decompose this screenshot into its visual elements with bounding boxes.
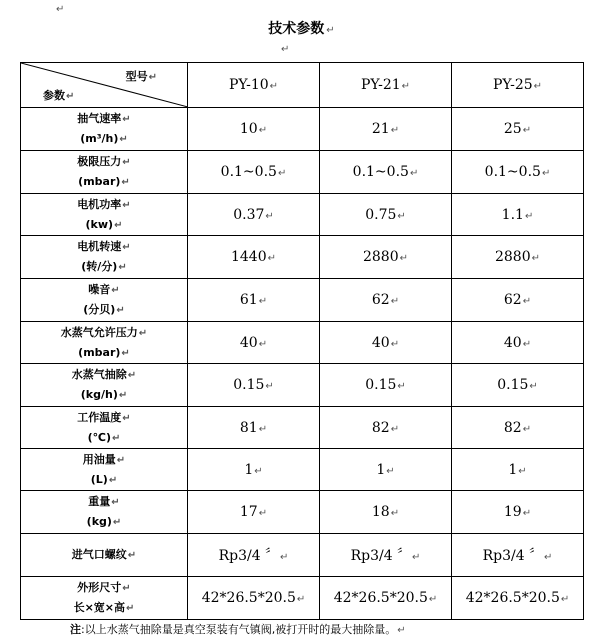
parameter-name: 进气口螺纹 — [71, 548, 127, 561]
paragraph-mark: ↵ — [541, 168, 551, 179]
parameter-name: 水蒸气允许压力 — [60, 325, 138, 339]
parameter-label-cell — [21, 364, 188, 407]
paragraph-mark: ↵ — [108, 474, 118, 486]
paragraph-mark: ↵ — [254, 465, 263, 477]
value-text: 1440 — [230, 249, 267, 265]
parameter-name: 电机功率 — [77, 197, 122, 211]
table-row — [21, 491, 584, 534]
paragraph-mark: ↵ — [397, 625, 406, 636]
value-cell — [188, 449, 320, 491]
paragraph-mark: ↵ — [529, 381, 538, 392]
table-row — [21, 449, 584, 491]
value-cell — [320, 322, 452, 364]
paragraph-mark: ↵ — [127, 550, 137, 561]
value-cell — [452, 279, 584, 322]
paragraph-mark: ↵ — [116, 454, 126, 466]
paragraph-mark: ↵ — [121, 177, 130, 188]
value-cell — [188, 577, 320, 620]
parameter-unit: (m³/h) — [80, 132, 119, 145]
paragraph-mark: ↵ — [518, 465, 527, 477]
paragraph-mark: ↵ — [122, 242, 131, 253]
paragraph-mark: ↵ — [281, 44, 290, 55]
parameter-unit: (转/分) — [81, 260, 118, 273]
value-text: 62 — [371, 292, 390, 308]
value-cell — [452, 108, 584, 151]
diag-top-label: 型号↵ — [125, 70, 157, 83]
paragraph-mark: ↵ — [397, 381, 406, 392]
paragraph-mark: ↵ — [258, 125, 268, 136]
value-text: 82 — [371, 419, 390, 436]
paragraph-mark: ↵ — [399, 253, 409, 264]
paragraph-mark: ↵ — [390, 423, 400, 435]
paragraph-mark: ↵ — [122, 199, 131, 211]
table-row — [21, 236, 584, 279]
model-header-cell: PY-25↵ — [452, 63, 584, 108]
value-text: 2880 — [494, 249, 531, 265]
value-text: 40 — [503, 334, 522, 351]
value-cell — [452, 449, 584, 491]
paragraph-mark: ↵ — [111, 497, 120, 508]
value-text: 0.75 — [365, 206, 397, 223]
paragraph-mark: ↵ — [122, 583, 131, 594]
paragraph-mark: ↵ — [560, 594, 570, 605]
value-cell — [188, 279, 320, 322]
paragraph-mark: ↵ — [265, 381, 274, 392]
paragraph-mark: ↵ — [267, 253, 277, 264]
value-cell — [320, 407, 452, 449]
parameter-name: 外形尺寸 — [77, 581, 122, 594]
note-text: :以上水蒸气抽除量是真空泵装有气镇阀,被打开时的最大抽除量。 — [81, 623, 397, 636]
value-cell — [188, 322, 320, 364]
model-header-cell: PY-21↵ — [320, 63, 452, 108]
paragraph-mark: ↵ — [326, 25, 335, 36]
value-cell — [452, 236, 584, 279]
parameter-unit: (kw) — [85, 217, 114, 231]
paragraph-mark: ↵ — [296, 594, 306, 605]
value-text: 61 — [239, 292, 258, 308]
paragraph-mark: ↵ — [118, 390, 128, 401]
paragraph-mark: ↵ — [522, 338, 532, 350]
paragraph-mark: ↵ — [524, 210, 534, 222]
value-text: 82 — [503, 419, 522, 436]
value-cell — [452, 577, 584, 620]
footnote — [70, 621, 406, 637]
value-text: Rp3/4 〞 — [350, 548, 412, 564]
value-text: 40 — [371, 334, 390, 351]
table-row — [21, 194, 584, 236]
parameter-label-cell — [21, 194, 188, 236]
value-text: 10 — [239, 121, 258, 137]
parameter-unit: (L) — [90, 472, 108, 486]
parameter-name: 用油量 — [82, 452, 116, 466]
value-cell — [188, 491, 320, 534]
value-text: 0.1~0.5 — [484, 164, 541, 180]
paragraph-mark: ↵ — [258, 508, 268, 519]
paragraph-mark: ↵ — [116, 305, 125, 316]
paragraph-mark: ↵ — [428, 594, 438, 605]
parameter-name: 抽气速率 — [77, 112, 122, 125]
paragraph-mark: ↵ — [522, 296, 532, 307]
paragraph-mark: ↵ — [122, 157, 131, 168]
note-prefix: 注 — [70, 623, 81, 636]
value-cell — [320, 236, 452, 279]
value-cell — [188, 364, 320, 407]
value-cell — [320, 151, 452, 194]
value-text: 42*26.5*20.5 — [465, 590, 560, 606]
paragraph-mark: ↵ — [111, 432, 121, 444]
parameter-unit: (kg/h) — [80, 388, 118, 401]
parameter-unit: (分贝) — [83, 303, 116, 316]
paragraph-mark: ↵ — [390, 508, 400, 519]
paragraph-mark: ↵ — [138, 327, 148, 339]
parameter-label-cell — [21, 151, 188, 194]
table-row — [21, 577, 584, 620]
value-text: 0.15 — [365, 377, 397, 393]
paragraph-mark: ↵ — [127, 370, 137, 381]
value-cell — [320, 577, 452, 620]
diagonal-header-cell — [21, 63, 188, 108]
paragraph-mark: ↵ — [412, 552, 421, 563]
value-cell — [320, 108, 452, 151]
value-cell — [452, 491, 584, 534]
value-text: 2880 — [362, 249, 399, 265]
value-cell — [188, 151, 320, 194]
parameter-unit: (℃) — [87, 430, 111, 444]
spec-table — [20, 62, 584, 620]
paragraph-mark: ↵ — [111, 285, 120, 296]
parameter-label-cell — [21, 491, 188, 534]
value-cell — [452, 534, 584, 577]
table-row — [21, 364, 584, 407]
value-text: 18 — [371, 504, 390, 520]
value-text: 81 — [239, 419, 258, 436]
value-cell — [452, 194, 584, 236]
paragraph-mark: ↵ — [121, 347, 130, 359]
paragraph-mark: ↵ — [397, 210, 406, 222]
paragraph-mark: ↵ — [265, 210, 274, 222]
paragraph-mark: ↵ — [258, 338, 268, 350]
paragraph-mark: ↵ — [544, 552, 553, 563]
paragraph-mark: ↵ — [390, 338, 400, 350]
value-text: 42*26.5*20.5 — [201, 590, 296, 606]
value-cell — [452, 364, 584, 407]
value-text: 1 — [508, 461, 518, 478]
parameter-name: 噪音 — [88, 283, 111, 296]
parameter-label-cell — [21, 108, 188, 151]
value-text: 0.1~0.5 — [352, 164, 409, 180]
parameter-label-cell — [21, 577, 188, 620]
table-row — [21, 151, 584, 194]
parameter-unit: (mbar) — [78, 345, 121, 359]
value-text: 62 — [503, 292, 522, 308]
title-text: 技术参数 — [268, 21, 325, 37]
value-text: 1.1 — [501, 206, 524, 223]
value-cell — [188, 194, 320, 236]
parameter-label-cell — [21, 322, 188, 364]
parameter-label-cell — [21, 407, 188, 449]
paragraph-mark: ↵ — [280, 552, 289, 563]
value-cell — [452, 407, 584, 449]
paragraph-mark: ↵ — [386, 465, 395, 477]
paragraph-mark: ↵ — [531, 253, 541, 264]
paragraph-mark: ↵ — [522, 423, 532, 435]
value-text: 42*26.5*20.5 — [333, 590, 428, 606]
parameter-label-cell — [21, 279, 188, 322]
value-text: 25 — [503, 121, 522, 137]
value-text: 0.37 — [233, 206, 265, 223]
paragraph-mark: ↵ — [122, 114, 131, 125]
paragraph-mark: ↵ — [112, 517, 122, 528]
paragraph-mark: ↵ — [390, 296, 400, 307]
value-cell — [188, 407, 320, 449]
value-cell — [452, 322, 584, 364]
value-cell — [320, 194, 452, 236]
value-text: 40 — [239, 334, 258, 351]
paragraph-mark: ↵ — [56, 4, 65, 15]
paragraph-mark: ↵ — [122, 412, 131, 424]
table-row — [21, 322, 584, 364]
value-text: Rp3/4 〞 — [482, 548, 544, 564]
value-cell — [320, 364, 452, 407]
paragraph-mark: ↵ — [114, 219, 123, 231]
value-text: 17 — [239, 504, 258, 520]
paragraph-mark: ↵ — [409, 168, 419, 179]
value-text: Rp3/4 〞 — [218, 548, 280, 564]
table-row — [21, 407, 584, 449]
parameter-name: 水蒸气抽除 — [71, 368, 127, 381]
paragraph-mark: ↵ — [119, 134, 128, 145]
paragraph-mark: ↵ — [258, 423, 268, 435]
paragraph-mark: ↵ — [126, 603, 135, 614]
paragraph-mark: ↵ — [118, 262, 127, 273]
parameter-unit: 长×宽×高 — [73, 601, 126, 614]
value-cell — [188, 236, 320, 279]
paragraph-mark: ↵ — [277, 168, 287, 179]
value-cell — [320, 449, 452, 491]
value-text: 21 — [371, 121, 390, 137]
parameter-name: 电机转速 — [77, 240, 122, 253]
value-cell — [188, 108, 320, 151]
value-cell — [320, 279, 452, 322]
value-cell — [320, 491, 452, 534]
table-row — [21, 108, 584, 151]
paragraph-mark: ↵ — [258, 296, 268, 307]
parameter-label-cell — [21, 449, 188, 491]
parameter-label-cell — [21, 534, 188, 577]
paragraph-mark: ↵ — [522, 508, 532, 519]
parameter-name: 重量 — [88, 495, 111, 508]
model-header-cell: PY-10↵ — [188, 63, 320, 108]
parameter-name: 工作温度 — [77, 410, 122, 424]
value-text: 0.15 — [497, 377, 529, 393]
value-cell — [320, 534, 452, 577]
parameter-label-cell — [21, 236, 188, 279]
page-title — [0, 18, 603, 38]
diag-bottom-label: 参数↵ — [43, 89, 75, 102]
paragraph-mark: ↵ — [390, 125, 400, 136]
parameter-name: 极限压力 — [77, 155, 122, 168]
table-row — [21, 534, 584, 577]
parameter-unit: (mbar) — [78, 175, 121, 188]
value-text: 0.15 — [233, 377, 265, 393]
value-text: 1 — [376, 461, 386, 478]
value-text: 0.1~0.5 — [220, 164, 277, 180]
value-text: 19 — [503, 504, 522, 520]
parameter-unit: (kg) — [86, 515, 112, 528]
value-text: 1 — [244, 461, 254, 478]
table-row — [21, 279, 584, 322]
header-row — [21, 63, 584, 108]
value-cell — [188, 534, 320, 577]
value-cell — [452, 151, 584, 194]
paragraph-mark: ↵ — [522, 125, 532, 136]
